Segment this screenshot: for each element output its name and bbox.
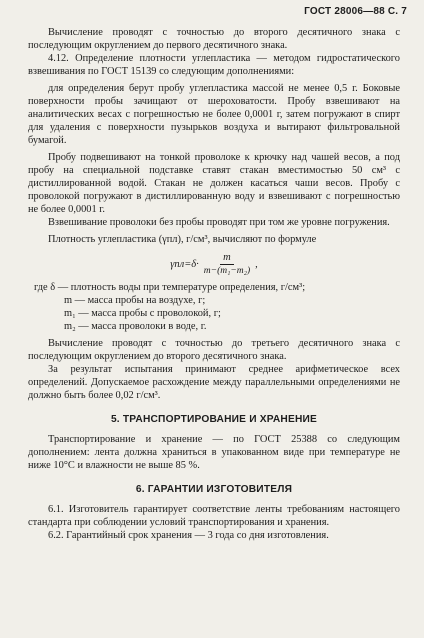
- document-body: [28, 26, 400, 542]
- formula-numerator: m: [220, 252, 234, 265]
- section-5-text: Транспортирование и хранение — по ГОСТ 25388 со следующим дополнением: лента должна храниться в упакованном виде при температуре не ниже 10°С и влажности не выше 85 %.: [28, 434, 400, 471]
- section-6-2: 6.2. Гарантийный срок хранения — 3 года со дня изготовления.: [48, 530, 329, 541]
- paragraph-4-12: 4.12. Определение плотности углепластика — методом гидростатического взвешивания по ГОСТ 15139 со следующим дополнениями:: [28, 53, 400, 77]
- paragraph-calc-1: Вычисление проводят с точностью до второго десятичного знака с последующим округлением до первого десятичного знака.: [28, 27, 400, 51]
- section-5-title: 5. ТРАНСПОРТИРОВАНИЕ И ХРАНЕНИЕ: [110, 414, 318, 425]
- formula-legend: [34, 281, 400, 333]
- paragraph-wire: Взвешивание проволоки без пробы проводят при том же уровне погружения.: [48, 217, 390, 228]
- formula-lhs: γпл=δ·: [170, 259, 199, 270]
- paragraph-sample: для определения берут пробу углепластика массой не менее 0,5 г. Боковые поверхности пробы зачищают от шероховатости. Пробу взвешивают на аналитических весах с погрешностью не более 0,0001 г, затем погружают в спирт для удаления с поверхности пузырьков воздуха и вытирают фильтровальной бумагой.: [28, 83, 400, 146]
- paragraph-calc-2: Вычисление проводят с точностью до третьего десятичного знака с последующим округлением до второго десятичного знака.: [28, 338, 400, 362]
- section-6-1: 6.1. Изготовитель гарантирует соответствие ленты требованиям настоящего стандарта при соблюдении условий транспортирования и хранения.: [28, 504, 400, 528]
- density-formula: [28, 252, 400, 277]
- section-6-title: 6. ГАРАНТИИ ИЗГОТОВИТЕЛЯ: [135, 484, 293, 495]
- legend-item: где δ — плотность воды при температуре определения, г/см³;: [34, 282, 306, 293]
- formula-fraction: [201, 252, 253, 277]
- legend-item: m₁ — масса пробы с проволокой, г;: [64, 308, 221, 319]
- legend-item: m₂ — масса проволоки в воде, г.: [64, 321, 207, 332]
- page-header: ГОСТ 28006—88 С. 7: [304, 6, 407, 17]
- legend-item: m — масса пробы на воздухе, г;: [64, 295, 206, 306]
- paragraph-suspend: Пробу подвешивают на тонкой проволоке к крючку над чашей весов, а под пробу на специальной подставке ставят стакан вместимостью 50 см³ с дистиллированной водой. Стакан не должен касаться чаши весов. Пробу с проволокой погружают в дистиллированную воду и взвешивают с погрешностью не более 0,0001 г.: [28, 152, 400, 215]
- paragraph-density-intro: Плотность углепластика (γпл), г/см³, вычисляют по формуле: [48, 234, 317, 245]
- paragraph-result: За результат испытания принимают среднее арифметическое всех определений. Допускаемое расхождение между параллельными определениями не должно быть более 0,02 г/см³.: [28, 364, 400, 401]
- formula-tail: ,: [255, 259, 258, 270]
- formula-denominator: m−(m₁−m₂): [203, 266, 251, 276]
